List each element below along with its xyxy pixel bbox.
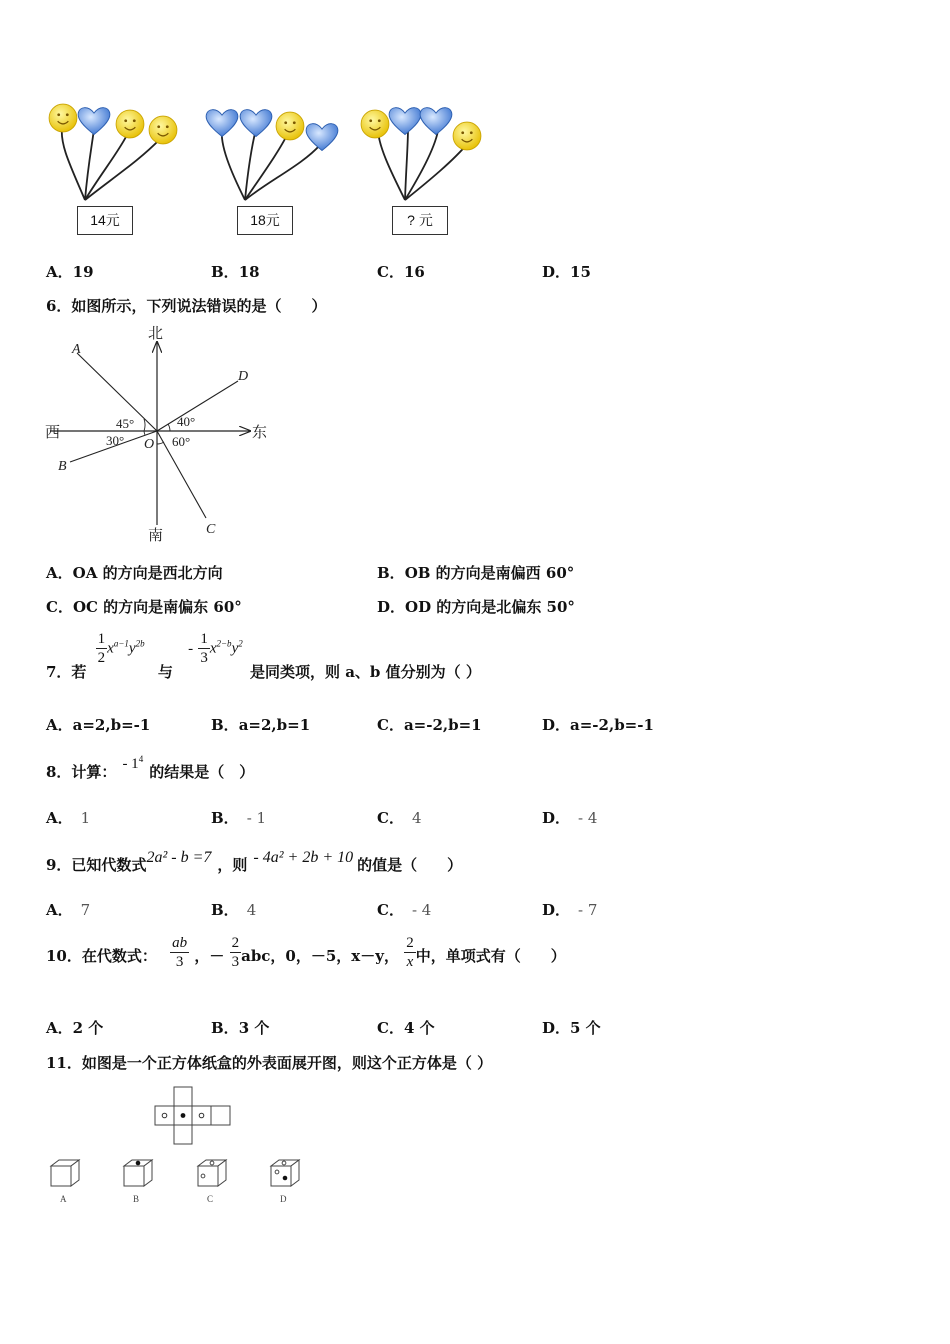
label-east: 东 [252,423,268,441]
label-north: 北 [148,324,164,342]
angle-40: 40° [177,414,196,429]
q8-stem: 8．计算： - $1^4$的结果是（ ） [46,754,255,781]
cube-option-a[interactable] [48,1158,84,1208]
q9-expression-1: 2a² - b =7 [146,849,212,866]
q7-option-b[interactable]: B．a=2,b=1 [211,716,311,734]
q10-stem: 10．在代数式： $\frac{ab}{3}$ ，－ $\frac{2}{3}$ abc，0，－5，x－y， $\frac{2}{x}$ 中，单项式有（ ） [46,935,566,970]
angle-30: 30° [106,433,125,448]
q10-option-a[interactable]: A．2 个 [46,1019,104,1037]
q8-option-b[interactable]: B． - 1 [211,809,267,827]
q9-option-d[interactable]: D． - 7 [542,901,598,919]
q10-option-b[interactable]: B．3 个 [211,1019,270,1037]
q8-option-c[interactable]: C． 4 [377,809,422,827]
q10-frac-2-3: $\frac{2}{3}$ [231,935,240,970]
price-box-1: 14元 [77,206,133,235]
q10-option-d[interactable]: D．5 个 [542,1019,601,1037]
q8-expression: - $1^4$ [122,754,144,772]
q7-frac-1: $\frac{1}{2}$ [97,631,106,666]
q9-option-c[interactable]: C． - 4 [377,901,432,919]
q11-stem: 11．如图是一个正方体纸盒的外表面展开图，则这个正方体是（ ） [46,1054,493,1072]
q7-option-d[interactable]: D．a=-2,b=-1 [542,716,654,734]
cube-option-d[interactable] [268,1158,304,1208]
ray-od [157,381,238,431]
q6-stem: 6．如图所示，下列说法错误的是（ ） [46,297,327,315]
q5-option-c[interactable]: C．16 [377,263,425,281]
cube-label-b: B [133,1194,140,1204]
q5-option-b[interactable]: B．18 [211,263,260,281]
q8-option-a[interactable]: A． 1 [46,809,91,827]
q6-option-a[interactable]: A．OA 的方向是西北方向 [46,564,223,582]
cube-option-c[interactable] [195,1158,231,1208]
label-b: B [58,459,67,474]
cube-net [150,1085,235,1147]
compass-diagram [40,320,280,545]
angle-60: 60° [172,434,191,449]
cube-label-a: A [60,1194,67,1204]
q9-stem: 9．已知代数式2a² - b =7 ，则 - 4a² + 2b + 10 的值是（ ） [46,849,463,874]
angle-45: 45° [116,416,135,431]
q6-option-c[interactable]: C．OC 的方向是南偏东 60° [46,598,242,616]
q7-frac-2: $\frac{1}{3}$ [200,631,208,666]
price-box-3: ? 元 [392,206,448,235]
q7-option-c[interactable]: C．a=-2,b=1 [377,716,482,734]
q9-option-a[interactable]: A． 7 [46,901,91,919]
balloon-group-3 [361,108,481,200]
balloon-group-1 [49,104,177,200]
q10-frac-2-x: $\frac{2}{x}$ [406,935,414,970]
q7-stem: 7．若 $\frac{1}{2}$ $x^{a-1}y^{2b}$ 与 - $\frac{1}{3}$ $x^{2-b}y^2$ 是同类项，则 a、b 值分别为（ ） [46,631,481,681]
label-south: 南 [148,526,164,544]
label-a: A [72,342,81,357]
q6-option-d[interactable]: D．OD 的方向是北偏东 50° [377,598,575,616]
label-d: D [238,369,249,384]
cube-label-c: C [207,1194,214,1204]
label-west: 西 [45,423,61,441]
label-o: O [144,437,155,452]
q8-option-d[interactable]: D． - 4 [542,809,598,827]
price-box-2: 18元 [237,206,293,235]
q6-option-b[interactable]: B．OB 的方向是南偏西 60° [377,564,575,582]
balloon-group-2 [206,110,338,200]
q10-frac-ab-3: $\frac{ab}{3}$ [172,935,188,970]
cube-label-d: D [280,1194,287,1204]
label-c: C [206,522,216,537]
q9-option-b[interactable]: B． 4 [211,901,257,919]
q5-option-d[interactable]: D．15 [542,263,591,281]
q5-option-a[interactable]: A．19 [46,263,94,281]
q10-option-c[interactable]: C．4 个 [377,1019,435,1037]
q7-option-a[interactable]: A．a=2,b=-1 [46,716,151,734]
q9-expression-2: - 4a² + 2b + 10 [253,849,354,866]
cube-option-b[interactable] [121,1158,157,1208]
